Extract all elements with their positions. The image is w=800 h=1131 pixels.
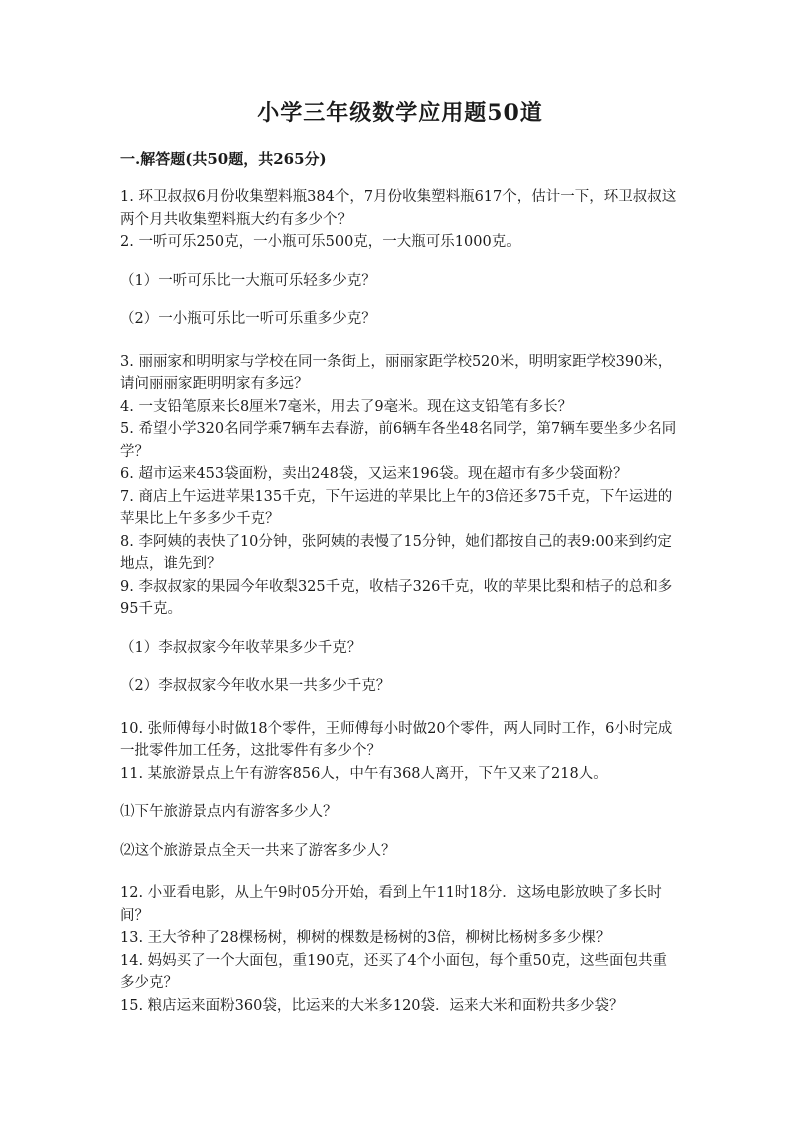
section-heading: 一.解答题(共50题，共265分) (120, 150, 327, 168)
question-14: 14. 妈妈买了一个大面包，重190克，还买了4个小面包，每个重50克，这些面包共重多少克？ (120, 952, 668, 991)
sub-question-11-1: ⑴下午旅游景点内有游客多少人？ (120, 804, 338, 820)
question-13: 13. 王大爷种了28棵杨树，柳树的棵数是杨树的3倍，柳树比杨树多多少棵？ (120, 930, 611, 946)
sub-question-11-2: ⑵这个旅游景点全天一共来了游客多少人？ (120, 842, 396, 859)
question-8: 8. 李阿姨的表快了10分钟，张阿姨的表慢了15分钟，她们都按自己的表9:00来到约定地点，谁先到？ (120, 533, 672, 572)
question-6: 6. 超市运来453袋面粉，卖出248袋，又运来196袋。现在超市有多少袋面粉？ (120, 466, 628, 482)
question-4: 4. 一支铅笔原来长8厘米7毫米，用去了9毫米。现在这支铅笔有多长？ (120, 398, 573, 415)
question-2: 2. 一听可乐250克，一小瓶可乐500克，一大瓶可乐1000克。 (120, 234, 521, 250)
question-7: 7. 商店上午运进苹果135千克，下午运进的苹果比上午的3倍还多75千克，下午运进的苹果比上午多多少千克？ (120, 488, 673, 527)
sub-question-9-2: （2）李叔叔家今年收水果一共多少千克？ (120, 678, 391, 694)
question-12: 12. 小亚看电影，从上午9时05分开始，看到上午11时18分．这场电影放映了多长时间？ (120, 885, 662, 924)
question-11: 11. 某旅游景点上午有游客856人，中午有368人离开，下午又来了218人。 (120, 765, 608, 782)
question-5: 5. 希望小学320名同学乘7辆车去春游，前6辆车各坐48名同学，第7辆车要坐多少名同学？ (120, 421, 677, 460)
sub-question-9-1: （1）李叔叔家今年收苹果多少千克？ (120, 639, 362, 656)
question-9: 9. 李叔叔家的果园今年收梨325千克，收桔子326千克，收的苹果比梨和桔子的总和多95千克。 (120, 578, 673, 617)
sub-question-2-2: （2）一小瓶可乐比一听可乐重多少克？ (120, 311, 376, 327)
question-15: 15. 粮店运来面粉360袋，比运来的大米多120袋．运来大米和面粉共多少袋？ (120, 997, 624, 1014)
question-10: 10. 张师傅每小时做18个零件，王师傅每小时做20个零件，两人同时工作，6小时完成一批零件加工任务，这批零件有多少个？ (120, 720, 673, 759)
question-list (120, 186, 680, 1017)
sub-question-2-1: （1）一听可乐比一大瓶可乐轻多少克？ (120, 272, 376, 289)
document-title: 小学三年级数学应用题50道 (257, 100, 543, 126)
question-1: 1. 环卫叔叔6月份收集塑料瓶384个，7月份收集塑料瓶617个，估计一下，环卫叔叔这两个月共收集塑料瓶大约有多少个？ (120, 189, 677, 228)
question-3: 3. 丽丽家和明明家与学校在同一条街上，丽丽家距学校520米，明明家距学校390米，请问丽丽家距明明家有多远？ (120, 353, 673, 392)
